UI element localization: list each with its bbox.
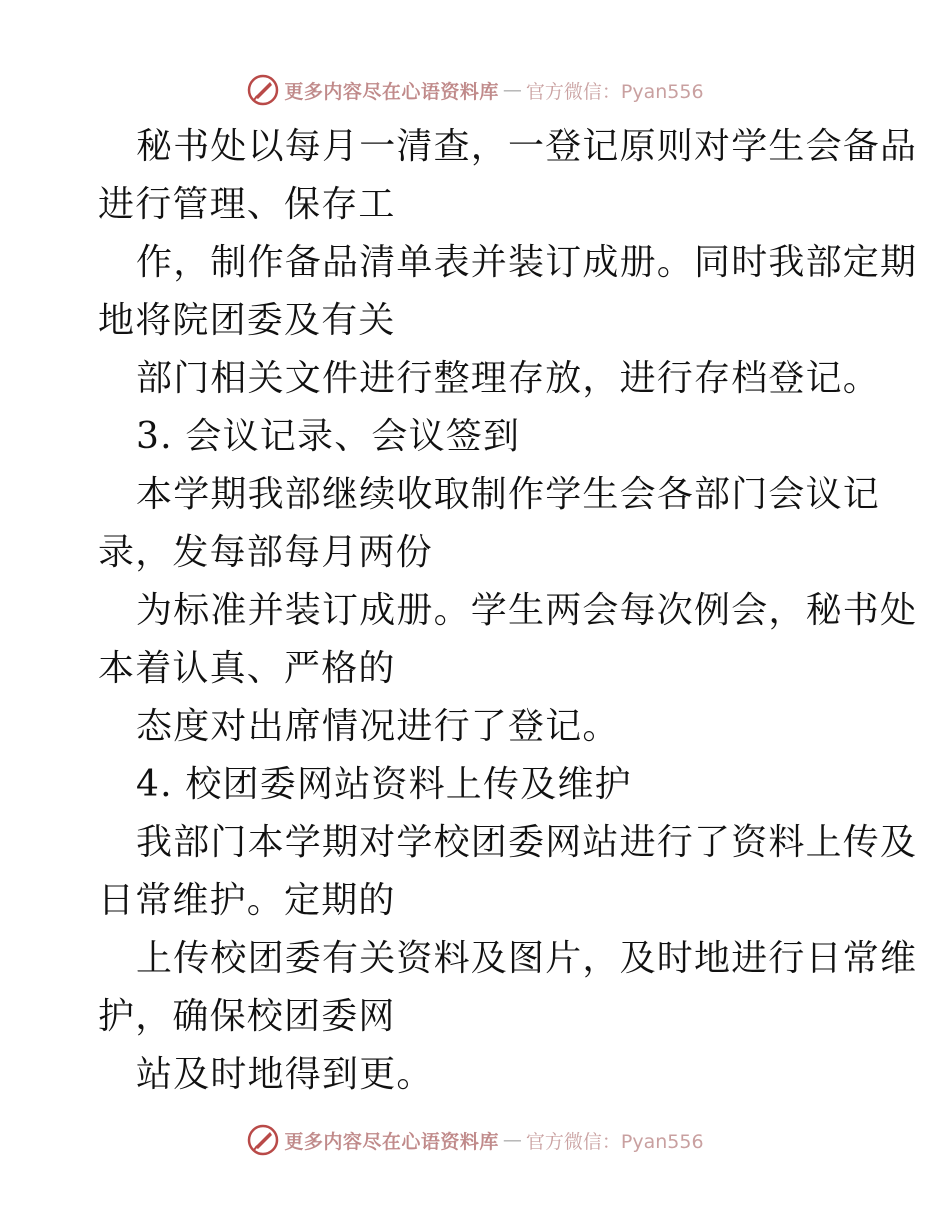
quill-logo-icon bbox=[246, 73, 280, 107]
text-line: 日常维护。定期的 bbox=[98, 880, 396, 921]
text-line: 秘书处以每月一清查，一登记原则对学生会备品 bbox=[136, 126, 918, 167]
text-line: 护，确保校团委网 bbox=[98, 996, 396, 1037]
watermark-library-text: 更多内容尽在心语资料库 bbox=[284, 80, 499, 103]
text-line: 站及时地得到更。 bbox=[136, 1054, 434, 1095]
text-line: 作，制作备品清单表并装订成册。同时我部定期 bbox=[136, 242, 918, 283]
text-line: 部门相关文件进行整理存放，进行存档登记。 bbox=[136, 358, 881, 399]
text-line: 为标准并装订成册。学生两会每次例会，秘书处 bbox=[136, 590, 918, 631]
text-line: 录，发每部每月两份 bbox=[98, 532, 433, 573]
watermark-separator: — bbox=[502, 79, 522, 101]
footer-watermark bbox=[0, 1120, 950, 1160]
text-line: 态度对出席情况进行了登记。 bbox=[136, 706, 620, 747]
text-line: 上传校团委有关资料及图片，及时地进行日常维 bbox=[136, 938, 918, 979]
watermark-library-text: 更多内容尽在心语资料库 bbox=[284, 1130, 499, 1153]
watermark-wechat-text: 官方微信：Pyan556 bbox=[525, 1130, 704, 1153]
text-line: 进行管理、保存工 bbox=[98, 184, 396, 225]
text-line: 本学期我部继续收取制作学生会各部门会议记 bbox=[136, 474, 881, 515]
text-line: 我部门本学期对学校团委网站进行了资料上传及 bbox=[136, 822, 918, 863]
text-line: 本着认真、严格的 bbox=[98, 648, 396, 689]
header-watermark bbox=[0, 70, 950, 110]
quill-logo-icon bbox=[246, 1123, 280, 1157]
text-line: 地将院团委及有关 bbox=[98, 300, 396, 341]
section-heading: 4. 校团委网站资料上传及维护 bbox=[136, 764, 632, 805]
watermark-wechat-text: 官方微信：Pyan556 bbox=[525, 80, 704, 103]
watermark-separator: — bbox=[502, 1129, 522, 1151]
section-heading: 3. 会议记录、会议签到 bbox=[136, 416, 521, 457]
